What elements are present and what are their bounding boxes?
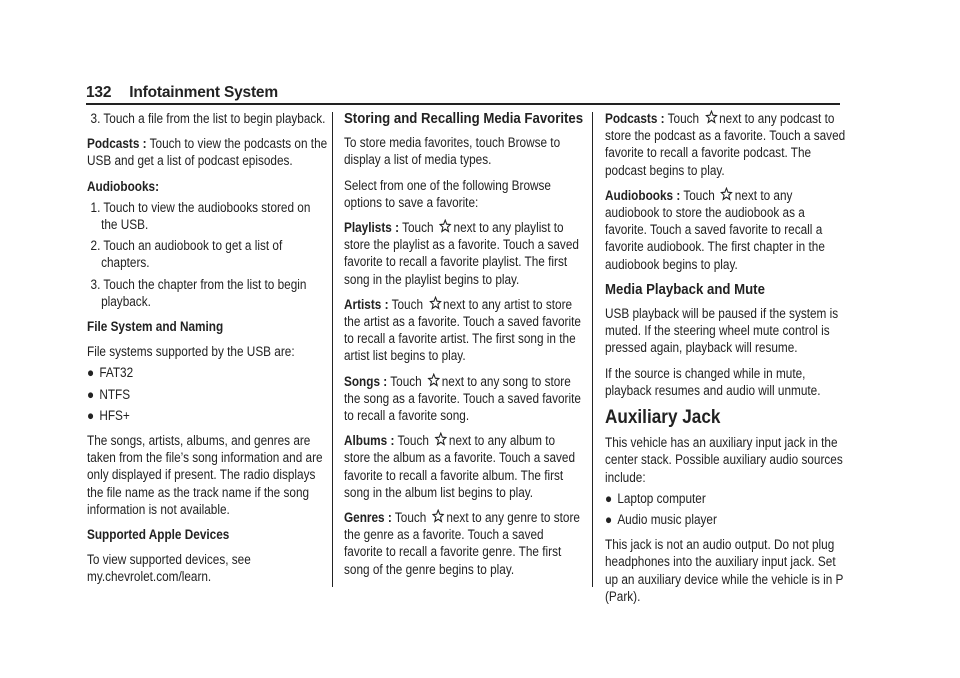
item-label: Audiobooks : bbox=[605, 187, 681, 203]
bullet-icon: ● bbox=[87, 386, 95, 402]
mute-heading: Media Playback and Mute bbox=[605, 280, 765, 298]
favorite-playlists bbox=[344, 219, 584, 288]
item-text: next to any album to store the album as a favorite. Touch a saved favorite to recall a favorite album. The first song in the album list begins to play. bbox=[344, 433, 576, 500]
list-item-text: Audio music player bbox=[617, 512, 717, 528]
aux-paragraph-1: This vehicle has an auxiliary input jack in the center stack. Possible auxiliary audio sources include: bbox=[605, 435, 843, 485]
favorite-podcasts bbox=[605, 110, 845, 179]
audiobooks-steps bbox=[87, 199, 327, 310]
item-text: Touch bbox=[388, 296, 427, 312]
aux-heading: Auxiliary Jack bbox=[605, 406, 721, 429]
list-item bbox=[87, 364, 327, 381]
item-text: next to any podcast to store the podcast as a favorite. Touch a saved favorite to recall a favorite podcast. The podcast begins to play. bbox=[605, 111, 846, 178]
header-rule bbox=[86, 103, 840, 105]
fs-heading: File System and Naming bbox=[87, 319, 224, 335]
favorites-intro: To store media favorites, touch Browse to display a list of media types. bbox=[344, 135, 561, 168]
bullet-icon: ● bbox=[605, 490, 613, 506]
column-divider bbox=[592, 112, 593, 587]
page-number: 132 bbox=[86, 84, 112, 101]
column-1 bbox=[87, 110, 327, 594]
list-item bbox=[605, 511, 845, 528]
bullet-icon: ● bbox=[87, 365, 95, 381]
favorite-star-icon bbox=[721, 187, 733, 201]
apple-text: To view supported devices, see my.chevrolet.com/learn. bbox=[87, 552, 251, 585]
item-text: Touch bbox=[391, 510, 430, 526]
list-item: 2. Touch an audiobook to get a list of chapters. bbox=[90, 238, 283, 271]
favorite-songs bbox=[344, 373, 584, 425]
favorite-star-icon bbox=[435, 432, 447, 446]
podcasts-label: Podcasts : bbox=[87, 136, 147, 152]
column-3 bbox=[605, 110, 845, 613]
column-2 bbox=[344, 110, 584, 586]
favorites-heading: Storing and Recalling Media Favorites bbox=[344, 110, 584, 127]
item-text: next to any genre to store the genre as a favorite. Touch a saved favorite to recall a favorite genre. The first song of the genre begins to play. bbox=[344, 510, 580, 577]
list-item: 1. Touch to view the audiobooks stored on the USB. bbox=[90, 199, 311, 233]
list-item bbox=[87, 407, 327, 424]
item-text: Touch bbox=[680, 187, 719, 203]
item-text: next to any song to store the song as a favorite. Touch a saved favorite to recall a favorite song. bbox=[344, 373, 581, 424]
podcasts-paragraph bbox=[87, 135, 327, 169]
item-text: Touch bbox=[664, 111, 703, 126]
favorite-star-icon bbox=[439, 219, 451, 233]
favorite-albums bbox=[344, 432, 584, 501]
podcasts-text: Touch to view the podcasts on the USB and get a list of podcast episodes. bbox=[87, 136, 328, 169]
bullet-icon: ● bbox=[87, 407, 95, 423]
list-item: 3. Touch the chapter from the list to begin playback. bbox=[90, 276, 307, 309]
aux-paragraph-2: This jack is not an audio output. Do not plug headphones into the auxiliary input jack. Set up an auxiliary device while the vehicle is in P (Park). bbox=[605, 537, 844, 604]
favorite-artists bbox=[344, 296, 584, 365]
item-text: next to any playlist to store the playlist as a favorite. Touch a saved favorite to recall a favorite playlist. The first song in the playlist begins to play. bbox=[344, 220, 579, 287]
item-text: Touch bbox=[387, 373, 426, 389]
list-item bbox=[87, 386, 327, 403]
page-header bbox=[86, 84, 278, 102]
list-item: 3. Touch a file from the list to begin playback. bbox=[90, 111, 326, 126]
column-divider bbox=[332, 112, 333, 587]
list-item-text: FAT32 bbox=[99, 365, 134, 381]
list-item-text: Laptop computer bbox=[617, 490, 706, 506]
section-title: Infotainment System bbox=[129, 84, 278, 101]
favorite-audiobooks bbox=[605, 187, 845, 273]
item-label: Songs : bbox=[344, 373, 388, 389]
mute-paragraph-2: If the source is changed while in mute, playback resumes and audio will unmute. bbox=[605, 365, 821, 398]
list-item-text: HFS+ bbox=[99, 407, 130, 423]
favorite-star-icon bbox=[428, 373, 440, 387]
favorite-star-icon bbox=[705, 110, 717, 124]
favorite-genres bbox=[344, 509, 584, 578]
item-label: Artists : bbox=[344, 296, 389, 312]
item-text: next to any audiobook to store the audiobook as a favorite. Touch a saved favorite to recall a favorite audiobook. The first chapter in the audiobook begins to play. bbox=[605, 187, 825, 272]
favorites-select: Select from one of the following Browse options to save a favorite: bbox=[344, 177, 551, 210]
audiobooks-label: Audiobooks: bbox=[87, 178, 160, 194]
item-label: Albums : bbox=[344, 433, 395, 449]
item-text: Touch bbox=[399, 220, 437, 236]
item-label: Playlists : bbox=[344, 220, 400, 236]
list-item bbox=[605, 490, 845, 507]
favorite-star-icon bbox=[432, 509, 444, 523]
songs-paragraph: The songs, artists, albums, and genres are taken from the file’s song information and are only displayed if present. The radio displays the file name as the track name if the song information is not available. bbox=[87, 433, 323, 517]
favorite-star-icon bbox=[429, 296, 441, 310]
apple-heading: Supported Apple Devices bbox=[87, 527, 230, 543]
item-label: Podcasts : bbox=[605, 111, 665, 126]
fs-intro: File systems supported by the USB are: bbox=[87, 344, 295, 360]
bullet-icon: ● bbox=[605, 512, 613, 528]
item-text: Touch bbox=[394, 433, 433, 449]
list-item-text: NTFS bbox=[99, 386, 131, 402]
mute-paragraph-1: USB playback will be paused if the system is muted. If the steering wheel mute control is pressed again, playback will resume. bbox=[605, 306, 839, 356]
item-text: next to any artist to store the artist as a favorite. Touch a saved favorite to recall a favorite artist. The first song in the artist list begins to play. bbox=[344, 296, 581, 364]
item-label: Genres : bbox=[344, 510, 392, 526]
